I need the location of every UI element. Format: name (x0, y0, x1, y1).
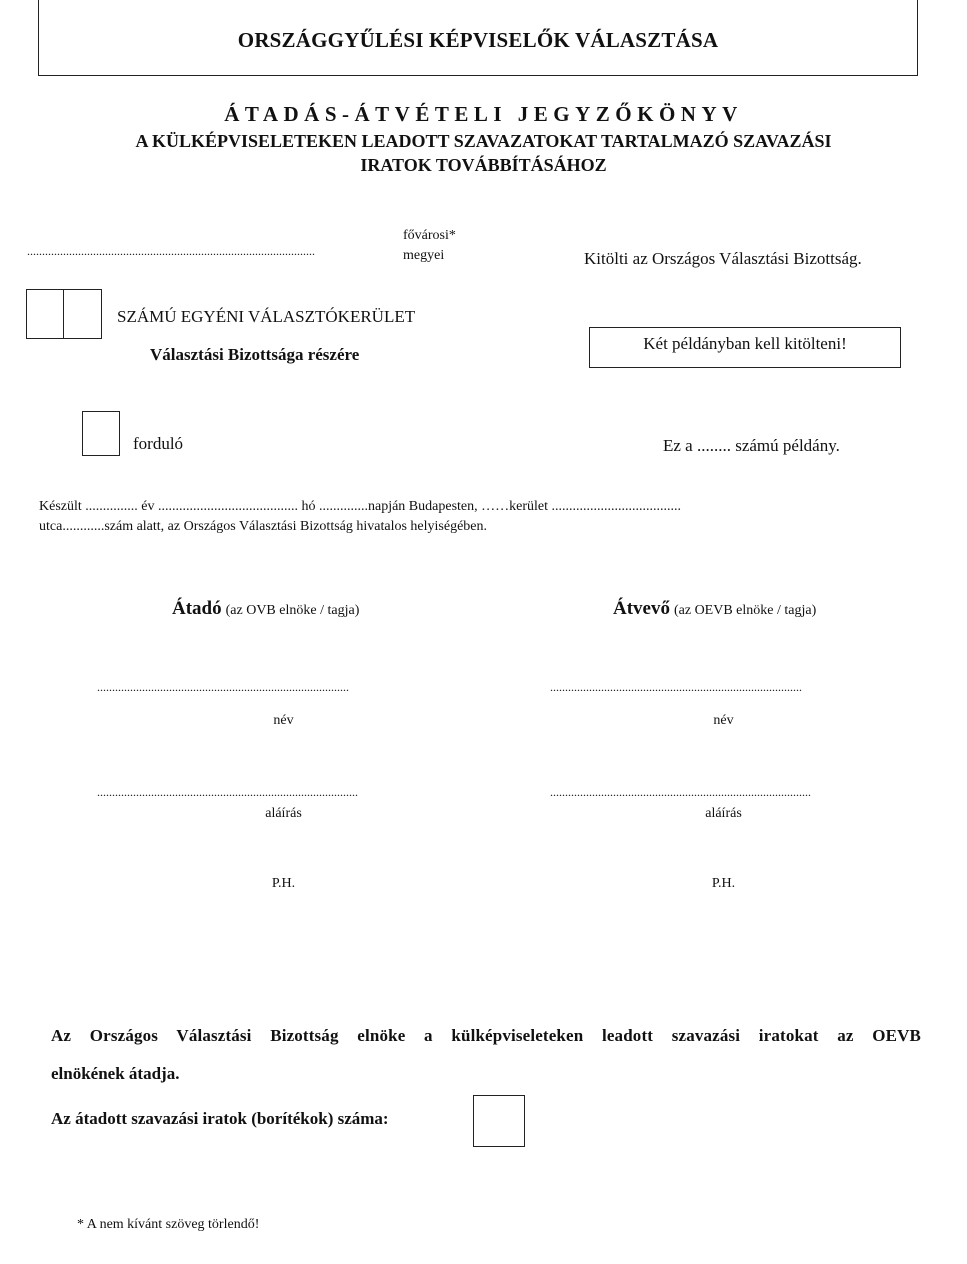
receiver-signature-label: aláírás (705, 806, 742, 821)
receiver-stamp-label: P.H. (711, 876, 736, 891)
receiver-signature-field[interactable]: ....................................................................................... (550, 785, 811, 799)
election-title: ORSZÁGGYŰLÉSI KÉPVISELŐK VÁLASZTÁSA (237, 28, 719, 52)
receiver-name-label: név (713, 713, 734, 728)
copies-note-box: Két példányban kell kitölteni! (589, 327, 901, 368)
document-subtitle-line2: IRATOK TOVÁBBÍTÁSÁHOZ (360, 155, 607, 175)
receiver-role-detail: (az OEVB elnöke / tagja) (673, 603, 817, 618)
handover-role-title: Átadó (172, 598, 222, 619)
handover-name-label: név (273, 713, 294, 728)
handover-role (172, 598, 359, 620)
receiver-role-title: Átvevő (613, 598, 670, 619)
receiver-role (613, 598, 816, 620)
district-digit-box-2[interactable] (63, 289, 102, 339)
district-digit-box-1[interactable] (26, 289, 64, 339)
round-number-box[interactable] (82, 411, 120, 456)
made-at-line1[interactable]: Készült ............... év ........................................ hó ..............napján Budapesten, ……kerület ..................................... (39, 499, 681, 514)
handover-signature-field[interactable]: ....................................................................................... (97, 785, 358, 799)
document-subtitle-line1: A KÜLKÉPVISELETEKEN LEADOTT SZAVAZATOKAT TARTALMAZÓ SZAVAZÁSI (135, 131, 832, 151)
committee-line: Választási Bizottsága részére (150, 345, 360, 364)
document-title: ÁTADÁS-ÁTVÉTELI JEGYZŐKÖNYV (224, 102, 743, 126)
receiver-name-field[interactable]: .................................................................................... (550, 680, 802, 694)
filled-by-note: Kitölti az Országos Választási Bizottság. (584, 249, 862, 268)
statement-line1: Az Országos Választási Bizottság elnöke a külképviseleteken leadott szavazási iratokat az OEVB (51, 1026, 921, 1045)
option-fovarosi[interactable]: fővárosi* (403, 228, 456, 243)
footnote: * A nem kívánt szöveg törlendő! (77, 1217, 260, 1232)
handover-role-detail: (az OVB elnöke / tagja) (225, 603, 360, 618)
handover-name-field[interactable]: .................................................................................... (97, 680, 349, 694)
made-at-line2[interactable]: utca............szám alatt, az Országos Választási Bizottság hivatalos helyiségében. (39, 519, 487, 534)
envelope-count-label: Az átadott szavazási iratok (borítékok) száma: (51, 1109, 389, 1128)
county-name-field[interactable]: ................................................................................................ (27, 244, 315, 258)
district-label: SZÁMÚ EGYÉNI VÁLASZTÓKERÜLET (117, 307, 416, 326)
statement-line2: elnökének átadja. (51, 1064, 180, 1083)
round-label: forduló (133, 434, 184, 453)
handover-stamp-label: P.H. (271, 876, 296, 891)
envelope-count-box[interactable] (473, 1095, 525, 1147)
handover-signature-label: aláírás (265, 806, 302, 821)
copy-number-text[interactable]: Ez a ........ számú példány. (663, 436, 840, 455)
option-megyei[interactable]: megyei (403, 248, 445, 263)
